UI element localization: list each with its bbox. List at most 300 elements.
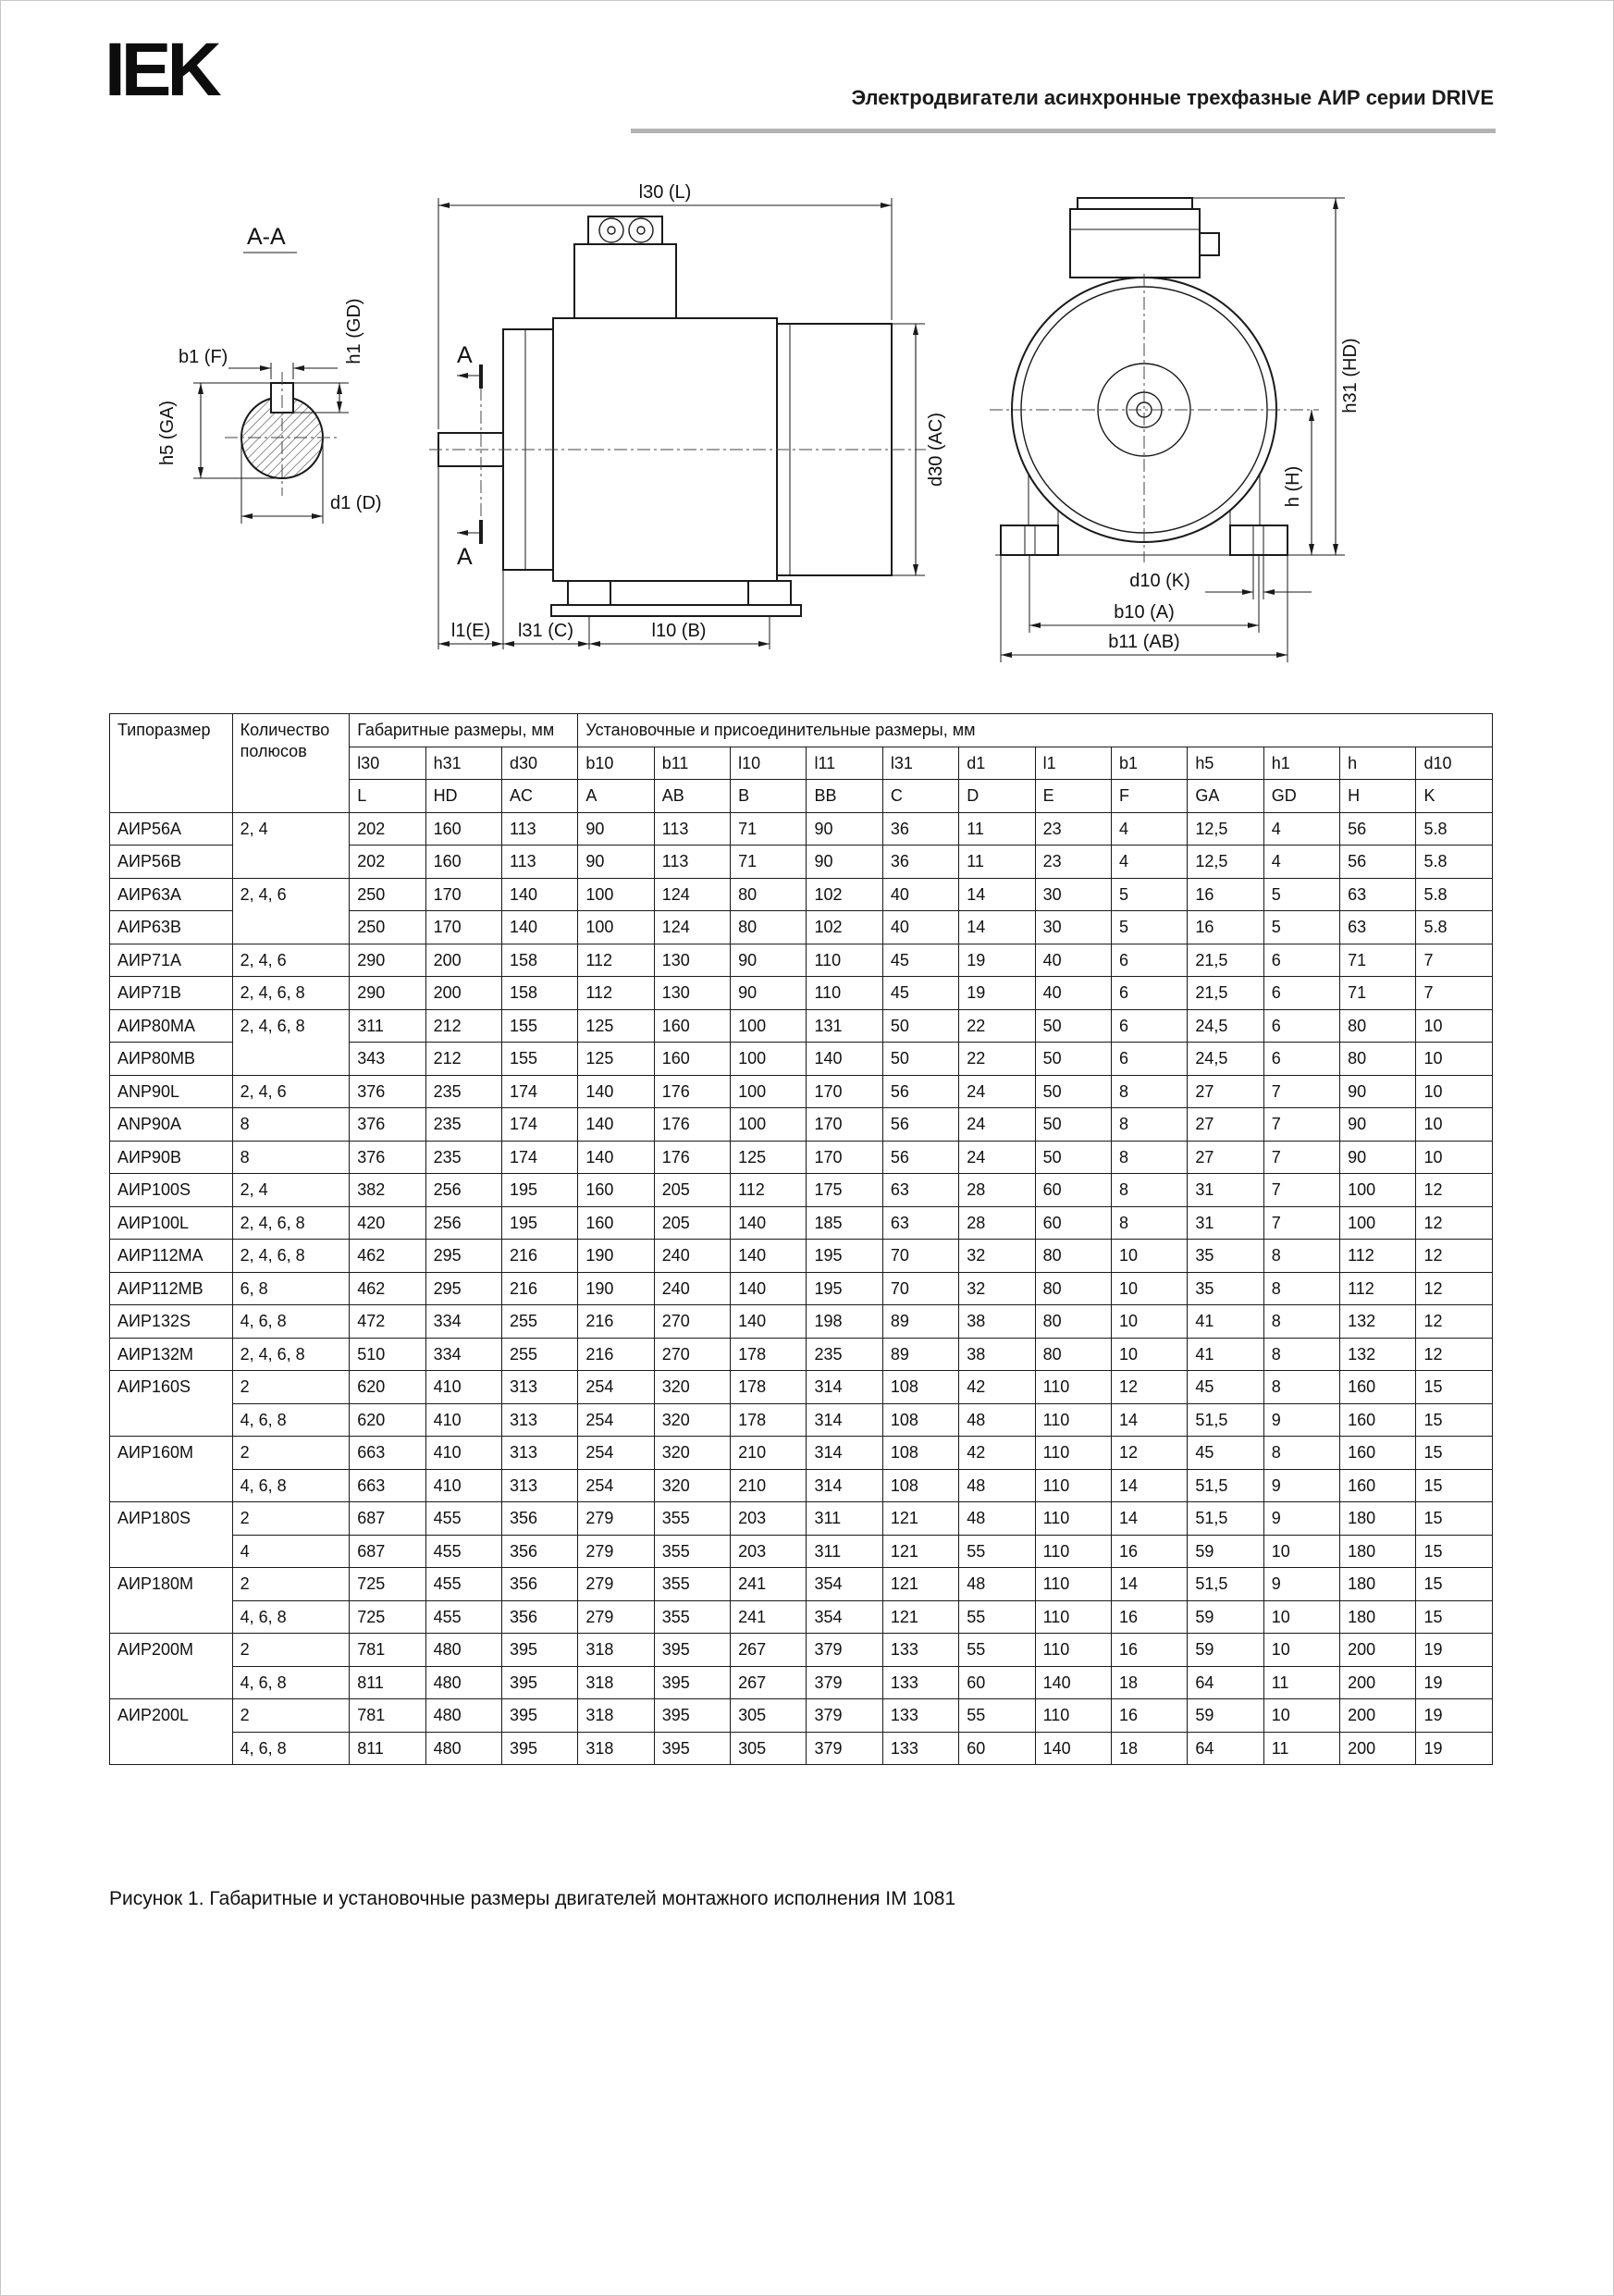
cell-l1: 60	[1035, 1206, 1111, 1240]
cell-b11: 395	[654, 1732, 730, 1765]
cell-d1: 32	[959, 1272, 1035, 1305]
table-row	[110, 1535, 1493, 1568]
cell-h31: 410	[425, 1437, 501, 1470]
cell-l11: 314	[807, 1469, 882, 1502]
cell-d10: 19	[1416, 1666, 1493, 1699]
cell-d10: 12	[1416, 1338, 1493, 1371]
header-dim-letter-AB: AB	[654, 780, 730, 813]
cell-h5: 59	[1188, 1600, 1263, 1634]
cell-size: АИР200М	[110, 1634, 233, 1699]
cell-h1: 8	[1263, 1272, 1339, 1305]
table-row	[110, 1240, 1493, 1273]
section-title: A-A	[247, 224, 286, 250]
cell-l30: 202	[350, 812, 425, 846]
cell-h31: 455	[425, 1568, 501, 1601]
cell-l11: 185	[807, 1206, 882, 1240]
cell-b10: 160	[578, 1174, 654, 1207]
table-row	[110, 977, 1493, 1010]
cell-l30: 250	[350, 878, 425, 911]
shaft-section-outline	[225, 372, 339, 496]
cell-l11: 90	[807, 846, 882, 879]
cell-h31: 295	[425, 1240, 501, 1273]
cell-l10: 210	[731, 1437, 807, 1470]
cell-b10: 318	[578, 1666, 654, 1699]
header-dim-letter-F: F	[1111, 780, 1187, 813]
cell-d1: 14	[959, 878, 1035, 911]
cell-d10: 12	[1416, 1206, 1493, 1240]
cell-h31: 170	[425, 911, 501, 944]
cell-h5: 51,5	[1188, 1502, 1263, 1536]
cell-poles: 4	[232, 1535, 350, 1568]
cell-l11: 314	[807, 1371, 882, 1404]
cell-d30: 313	[501, 1371, 577, 1404]
cell-b11: 160	[654, 1043, 730, 1076]
cell-b11: 355	[654, 1600, 730, 1634]
cell-h31: 455	[425, 1502, 501, 1536]
cell-l30: 781	[350, 1699, 425, 1733]
header-dim-code-h31: h31	[425, 747, 501, 780]
cell-d30: 113	[501, 846, 577, 879]
cell-h31: 212	[425, 1043, 501, 1076]
cell-h: 180	[1340, 1502, 1416, 1536]
cell-h1: 8	[1263, 1240, 1339, 1273]
header-group-mount: Установочные и присоединительные размеры, мм	[578, 714, 1493, 747]
label-h5: h5 (GA)	[157, 400, 178, 466]
cell-h: 90	[1340, 1075, 1416, 1108]
cell-b11: 355	[654, 1568, 730, 1601]
cell-d1: 14	[959, 911, 1035, 944]
label-b11: b11 (AB)	[1108, 632, 1180, 652]
label-l1: l1(E)	[450, 621, 491, 641]
cell-l31: 121	[882, 1535, 958, 1568]
cell-l31: 40	[882, 878, 958, 911]
cell-l11: 195	[807, 1240, 882, 1273]
cell-poles: 2, 4, 6	[232, 944, 350, 977]
cell-l10: 125	[731, 1141, 807, 1174]
table-row	[110, 1108, 1493, 1142]
cell-l1: 60	[1035, 1174, 1111, 1207]
cell-h1: 8	[1263, 1437, 1339, 1470]
cell-l1: 80	[1035, 1272, 1111, 1305]
header-dim-code-d10: d10	[1416, 747, 1493, 780]
cell-d30: 356	[501, 1535, 577, 1568]
cell-d1: 19	[959, 944, 1035, 977]
cell-d10: 12	[1416, 1305, 1493, 1339]
cell-l30: 725	[350, 1568, 425, 1601]
cell-h1: 9	[1263, 1469, 1339, 1502]
cell-h: 200	[1340, 1666, 1416, 1699]
header-dim-letter-HD: HD	[425, 780, 501, 813]
cell-h: 160	[1340, 1437, 1416, 1470]
cell-h31: 170	[425, 878, 501, 911]
dimension-h1	[293, 298, 364, 413]
cell-h31: 480	[425, 1666, 501, 1699]
table-wrap	[109, 713, 1493, 1765]
cell-l31: 40	[882, 911, 958, 944]
cell-h5: 51,5	[1188, 1403, 1263, 1437]
cell-b1: 4	[1111, 812, 1187, 846]
cell-size: АИР63А	[110, 878, 233, 911]
cell-l1: 50	[1035, 1009, 1111, 1043]
cell-h5: 45	[1188, 1437, 1263, 1470]
cell-b11: 320	[654, 1403, 730, 1437]
cell-b11: 124	[654, 878, 730, 911]
cell-l30: 290	[350, 944, 425, 977]
cell-l11: 379	[807, 1699, 882, 1733]
cell-l1: 110	[1035, 1371, 1111, 1404]
cell-h31: 295	[425, 1272, 501, 1305]
cell-h1: 6	[1263, 1009, 1339, 1043]
cell-b1: 8	[1111, 1174, 1187, 1207]
cell-l30: 781	[350, 1634, 425, 1667]
cell-b1: 12	[1111, 1437, 1187, 1470]
cell-l10: 178	[731, 1403, 807, 1437]
header-dim-letter-L: L	[350, 780, 425, 813]
cell-l30: 290	[350, 977, 425, 1010]
cell-l30: 663	[350, 1437, 425, 1470]
cell-l10: 241	[731, 1568, 807, 1601]
cell-l11: 170	[807, 1141, 882, 1174]
cell-h: 200	[1340, 1732, 1416, 1765]
cell-l31: 133	[882, 1666, 958, 1699]
cell-d10: 15	[1416, 1371, 1493, 1404]
cell-l31: 89	[882, 1338, 958, 1371]
cell-h1: 7	[1263, 1206, 1339, 1240]
cell-h1: 8	[1263, 1305, 1339, 1339]
cell-l1: 110	[1035, 1403, 1111, 1437]
cell-l31: 36	[882, 846, 958, 879]
label-d30: d30 (AC)	[926, 412, 946, 488]
header-dim-code-d1: d1	[959, 747, 1035, 780]
cell-b10: 279	[578, 1600, 654, 1634]
cell-poles: 4, 6, 8	[232, 1305, 350, 1339]
cell-poles: 2, 4	[232, 812, 350, 878]
table-row	[110, 1437, 1493, 1470]
cell-b1: 18	[1111, 1666, 1187, 1699]
cell-d1: 32	[959, 1240, 1035, 1273]
cell-h: 160	[1340, 1403, 1416, 1437]
cell-b1: 6	[1111, 944, 1187, 977]
cell-d10: 19	[1416, 1699, 1493, 1733]
cell-l1: 110	[1035, 1634, 1111, 1667]
cell-b11: 320	[654, 1469, 730, 1502]
cell-l11: 170	[807, 1108, 882, 1142]
cell-h5: 35	[1188, 1272, 1263, 1305]
cell-poles: 4, 6, 8	[232, 1403, 350, 1437]
cell-l10: 140	[731, 1305, 807, 1339]
cell-h1: 5	[1263, 911, 1339, 944]
dimension-b1	[179, 347, 338, 379]
cell-poles: 8	[232, 1108, 350, 1142]
cell-d10: 12	[1416, 1174, 1493, 1207]
label-l30: l30 (L)	[638, 182, 692, 203]
cell-h1: 6	[1263, 1043, 1339, 1076]
cell-d30: 155	[501, 1043, 577, 1076]
cell-l10: 203	[731, 1502, 807, 1536]
cell-d10: 19	[1416, 1634, 1493, 1667]
cell-b1: 10	[1111, 1338, 1187, 1371]
header-group-dims: Габаритные размеры, мм	[350, 714, 578, 747]
cell-l31: 36	[882, 812, 958, 846]
cell-b1: 8	[1111, 1075, 1187, 1108]
cell-h1: 4	[1263, 812, 1339, 846]
table-row	[110, 812, 1493, 846]
cell-b10: 254	[578, 1437, 654, 1470]
cell-l11: 379	[807, 1666, 882, 1699]
header-dim-letter-GD: GD	[1263, 780, 1339, 813]
cell-l10: 178	[731, 1371, 807, 1404]
cell-h5: 51,5	[1188, 1568, 1263, 1601]
cell-h5: 31	[1188, 1174, 1263, 1207]
cell-b1: 6	[1111, 1043, 1187, 1076]
cell-size: АИР80МА	[110, 1009, 233, 1043]
cell-l31: 89	[882, 1305, 958, 1339]
cell-l11: 90	[807, 812, 882, 846]
cell-h: 80	[1340, 1009, 1416, 1043]
cell-b10: 190	[578, 1272, 654, 1305]
cell-b11: 130	[654, 944, 730, 977]
cell-l10: 210	[731, 1469, 807, 1502]
cell-h: 180	[1340, 1568, 1416, 1601]
cell-l11: 379	[807, 1732, 882, 1765]
cell-l11: 195	[807, 1272, 882, 1305]
cell-l11: 110	[807, 944, 882, 977]
cell-h: 200	[1340, 1634, 1416, 1667]
cell-d1: 11	[959, 846, 1035, 879]
cell-l30: 376	[350, 1075, 425, 1108]
cell-l31: 70	[882, 1272, 958, 1305]
cell-h5: 12,5	[1188, 812, 1263, 846]
cell-size: АИР80МВ	[110, 1043, 233, 1076]
cell-l31: 50	[882, 1043, 958, 1076]
header-dim-code-l30: l30	[350, 747, 425, 780]
cell-d1: 22	[959, 1043, 1035, 1076]
cell-h5: 24,5	[1188, 1043, 1263, 1076]
cell-b11: 124	[654, 911, 730, 944]
cell-h: 112	[1340, 1240, 1416, 1273]
cell-b1: 12	[1111, 1371, 1187, 1404]
cell-b11: 113	[654, 812, 730, 846]
cell-b10: 318	[578, 1634, 654, 1667]
cell-d1: 38	[959, 1305, 1035, 1339]
cell-l10: 140	[731, 1272, 807, 1305]
label-l31: l31 (C)	[517, 621, 574, 641]
cell-d30: 174	[501, 1141, 577, 1174]
cell-l1: 140	[1035, 1666, 1111, 1699]
cell-d1: 19	[959, 977, 1035, 1010]
header-dim-code-h1: h1	[1263, 747, 1339, 780]
cell-poles: 2	[232, 1437, 350, 1470]
cell-poles: 2	[232, 1371, 350, 1404]
cell-l1: 80	[1035, 1338, 1111, 1371]
cell-l11: 175	[807, 1174, 882, 1207]
cell-size: АИР56А	[110, 812, 233, 846]
cell-h5: 35	[1188, 1240, 1263, 1273]
cell-l31: 63	[882, 1206, 958, 1240]
cell-l30: 687	[350, 1502, 425, 1536]
cell-d30: 195	[501, 1206, 577, 1240]
cell-b10: 140	[578, 1108, 654, 1142]
cell-b10: 140	[578, 1075, 654, 1108]
cell-l31: 133	[882, 1634, 958, 1667]
cell-h: 100	[1340, 1206, 1416, 1240]
cell-poles: 2, 4, 6	[232, 878, 350, 944]
cell-size: АИР112МА	[110, 1240, 233, 1273]
table-row	[110, 878, 1493, 911]
cell-h31: 160	[425, 812, 501, 846]
cell-h1: 9	[1263, 1568, 1339, 1601]
cell-l1: 23	[1035, 812, 1111, 846]
cell-d30: 158	[501, 977, 577, 1010]
cell-d10: 7	[1416, 977, 1493, 1010]
cell-size: АИР200L	[110, 1699, 233, 1765]
cell-b11: 240	[654, 1272, 730, 1305]
iek-logo: IEK	[105, 28, 217, 112]
cell-poles: 4, 6, 8	[232, 1666, 350, 1699]
cell-size: АИР71В	[110, 977, 233, 1010]
cell-l10: 203	[731, 1535, 807, 1568]
cell-poles: 4, 6, 8	[232, 1732, 350, 1765]
label-l10: l10 (B)	[651, 621, 707, 641]
cell-l10: 90	[731, 977, 807, 1010]
cell-l31: 56	[882, 1108, 958, 1142]
cell-size: АИР100L	[110, 1206, 233, 1240]
cell-d10: 15	[1416, 1403, 1493, 1437]
cell-d30: 174	[501, 1075, 577, 1108]
cell-b1: 4	[1111, 846, 1187, 879]
cell-h: 132	[1340, 1338, 1416, 1371]
cell-d1: 48	[959, 1403, 1035, 1437]
cell-h5: 51,5	[1188, 1469, 1263, 1502]
cell-h1: 9	[1263, 1502, 1339, 1536]
cell-h1: 9	[1263, 1403, 1339, 1437]
cell-d30: 395	[501, 1699, 577, 1733]
cell-d1: 22	[959, 1009, 1035, 1043]
cell-h1: 8	[1263, 1338, 1339, 1371]
cell-l10: 178	[731, 1338, 807, 1371]
cell-d1: 28	[959, 1206, 1035, 1240]
cell-b1: 16	[1111, 1634, 1187, 1667]
cell-d10: 15	[1416, 1437, 1493, 1470]
cell-d1: 42	[959, 1437, 1035, 1470]
header-dim-letter-BB: BB	[807, 780, 882, 813]
cell-d1: 42	[959, 1371, 1035, 1404]
cell-h31: 256	[425, 1206, 501, 1240]
label-d1: d1 (D)	[330, 493, 382, 513]
cell-l10: 112	[731, 1174, 807, 1207]
cell-poles: 2, 4, 6, 8	[232, 977, 350, 1010]
cell-l11: 140	[807, 1043, 882, 1076]
header-poles: Количество полюсов	[232, 714, 350, 813]
cell-h1: 7	[1263, 1108, 1339, 1142]
cell-d1: 48	[959, 1502, 1035, 1536]
header-dim-code-b11: b11	[654, 747, 730, 780]
cell-size: ANP90A	[110, 1108, 233, 1142]
label-b10: b10 (A)	[1114, 602, 1175, 623]
cell-h1: 5	[1263, 878, 1339, 911]
cell-h: 160	[1340, 1469, 1416, 1502]
cell-d30: 195	[501, 1174, 577, 1207]
cell-poles: 2	[232, 1568, 350, 1601]
cell-b11: 176	[654, 1075, 730, 1108]
cell-l31: 121	[882, 1502, 958, 1536]
cell-d1: 24	[959, 1075, 1035, 1108]
cell-poles: 2	[232, 1634, 350, 1667]
cell-d30: 395	[501, 1634, 577, 1667]
cell-l1: 110	[1035, 1469, 1111, 1502]
cell-b1: 5	[1111, 878, 1187, 911]
cell-l31: 63	[882, 1174, 958, 1207]
cell-l31: 108	[882, 1437, 958, 1470]
table-row	[110, 1371, 1493, 1404]
cell-size: АИР71А	[110, 944, 233, 977]
cell-b1: 14	[1111, 1568, 1187, 1601]
cell-d30: 216	[501, 1240, 577, 1273]
cell-poles: 2, 4, 6	[232, 1075, 350, 1108]
cell-d10: 12	[1416, 1240, 1493, 1273]
cell-d10: 15	[1416, 1600, 1493, 1634]
cell-b11: 176	[654, 1108, 730, 1142]
cell-h5: 41	[1188, 1338, 1263, 1371]
cell-size: АИР63В	[110, 911, 233, 944]
cell-h: 63	[1340, 878, 1416, 911]
cell-d30: 255	[501, 1305, 577, 1339]
cell-h31: 334	[425, 1338, 501, 1371]
cell-h: 90	[1340, 1141, 1416, 1174]
cell-h1: 10	[1263, 1699, 1339, 1733]
cell-poles: 6, 8	[232, 1272, 350, 1305]
cell-b10: 125	[578, 1009, 654, 1043]
cell-l11: 110	[807, 977, 882, 1010]
cell-h1: 10	[1263, 1535, 1339, 1568]
cell-b1: 6	[1111, 1009, 1187, 1043]
cell-b11: 240	[654, 1240, 730, 1273]
cell-d30: 356	[501, 1502, 577, 1536]
cell-b11: 160	[654, 1009, 730, 1043]
cell-l10: 267	[731, 1666, 807, 1699]
cell-h5: 27	[1188, 1108, 1263, 1142]
cell-h31: 455	[425, 1600, 501, 1634]
cell-b1: 10	[1111, 1305, 1187, 1339]
cell-h5: 16	[1188, 911, 1263, 944]
table-row	[110, 1600, 1493, 1634]
cell-size: АИР132М	[110, 1338, 233, 1371]
cell-b1: 5	[1111, 911, 1187, 944]
table-row	[110, 1403, 1493, 1437]
cell-l30: 725	[350, 1600, 425, 1634]
cell-d1: 48	[959, 1568, 1035, 1601]
cell-l10: 305	[731, 1699, 807, 1733]
cell-l31: 70	[882, 1240, 958, 1273]
table-row	[110, 1305, 1493, 1339]
table-row	[110, 1338, 1493, 1371]
cell-l11: 170	[807, 1075, 882, 1108]
cell-l11: 354	[807, 1600, 882, 1634]
cell-d30: 174	[501, 1108, 577, 1142]
cell-l30: 620	[350, 1403, 425, 1437]
cell-d10: 5.8	[1416, 812, 1493, 846]
cell-b1: 16	[1111, 1699, 1187, 1733]
cell-h5: 59	[1188, 1535, 1263, 1568]
cell-poles: 2	[232, 1699, 350, 1733]
cell-l31: 50	[882, 1009, 958, 1043]
cell-h: 180	[1340, 1535, 1416, 1568]
cell-l30: 462	[350, 1240, 425, 1273]
cell-d1: 24	[959, 1108, 1035, 1142]
cell-b11: 355	[654, 1502, 730, 1536]
cell-d30: 313	[501, 1403, 577, 1437]
cell-b11: 205	[654, 1174, 730, 1207]
